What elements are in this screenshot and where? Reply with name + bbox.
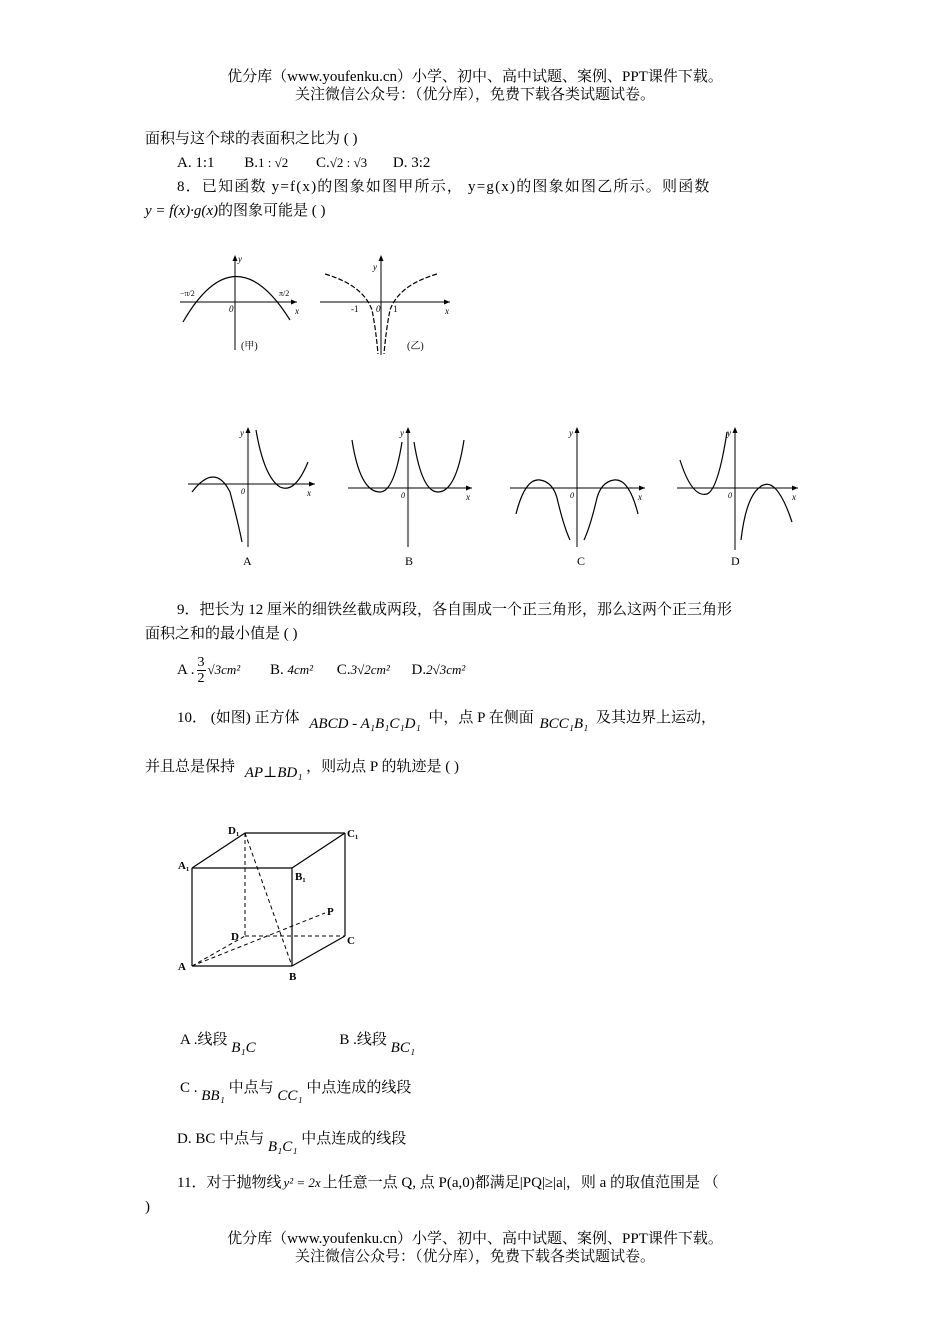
q10-text-c: 及其边界上运动，: [595, 710, 716, 726]
edge-b1-c1: [292, 833, 345, 868]
jia-pi-half: π/2: [279, 289, 290, 298]
q7-options: [177, 153, 430, 173]
yi-origin: 0: [376, 304, 381, 314]
c-curve-right: [584, 480, 638, 540]
q10-text-a: 10． (如图) 正方体: [177, 710, 300, 726]
jia-neg-pi-half: −π/2: [180, 289, 195, 298]
q10-option-c-mid: 中点与: [228, 1080, 274, 1096]
yi-x-label: x: [445, 306, 449, 316]
label-a1: A₁: [178, 860, 190, 872]
choice-d-graph: [677, 427, 798, 568]
jia-y-label: y: [238, 254, 242, 264]
q8-choice-graphs: [180, 422, 805, 572]
q8-text-line2: [145, 201, 326, 221]
q9-option-a-fraction: [197, 655, 206, 686]
c-origin: 0: [570, 491, 574, 500]
q11-text-a: 11．对于抛物线: [177, 1175, 282, 1191]
choice-b-graph: [348, 427, 472, 568]
q7-option-a: A. 1:1: [177, 155, 215, 171]
yi-neg-one: -1: [351, 304, 359, 314]
yi-y-arrow-icon: [379, 255, 384, 261]
jia-x-arrow-icon: [291, 300, 297, 305]
label-b: B: [289, 971, 297, 983]
d-curve-left: [680, 432, 727, 494]
diagonal-d1-b: [245, 833, 292, 966]
b-origin: 0: [401, 491, 405, 500]
q10-option-a-prefix: A .线段: [180, 1032, 228, 1048]
q10-option-b-prefix: B .线段: [339, 1032, 387, 1048]
q9-option-b-prefix: B.: [269, 662, 284, 678]
q10-options-ab: [180, 1025, 415, 1063]
jia-y-arrow-icon: [233, 255, 238, 261]
q10-text-line2: [145, 752, 459, 788]
q9-option-a-num: 3: [197, 655, 205, 671]
b-curve-left: [352, 440, 402, 492]
q10-cube-name: ABCD - A₁B₁C₁D₁: [309, 716, 421, 732]
b-x-label: x: [466, 492, 470, 502]
q9-option-c-prefix: C.: [336, 662, 351, 678]
edge-b-c: [292, 936, 345, 966]
label-d1: D₁: [228, 825, 240, 837]
label-d: D: [231, 931, 239, 943]
q10-text-line1: [177, 703, 716, 739]
q7-option-c-prefix: C.: [316, 155, 330, 171]
yi-curve-left: [325, 274, 378, 354]
yi-x-arrow-icon: [444, 300, 450, 305]
d-choice-label: D: [731, 554, 740, 568]
q9-option-b-math: 4cm²: [287, 662, 314, 677]
q8-given-graphs: [175, 250, 460, 362]
q10-option-b-math: BC₁: [390, 1040, 416, 1056]
q7-option-d: D. 3:2: [392, 155, 431, 171]
c-curve-left: [516, 480, 570, 540]
b-x-arrow-icon: [466, 486, 472, 491]
a-origin: 0: [241, 487, 245, 496]
jia-x-label: x: [295, 306, 299, 316]
b-choice-label: B: [405, 554, 414, 568]
label-p: P: [327, 906, 334, 918]
q9-option-a-prefix: A .: [177, 662, 195, 678]
q9-option-d-math: 2√3cm²: [426, 662, 466, 677]
label-a: A: [178, 961, 186, 973]
q11-text-line2: ): [145, 1199, 150, 1215]
q10-face-name: BCC₁B₁: [539, 716, 589, 732]
q10-option-d-prefix: D. BC 中点与: [177, 1131, 265, 1147]
c-y-arrow-icon: [575, 427, 580, 433]
edge-a1-d1: [192, 833, 245, 868]
q10-option-c-suffix: 中点连成的线段: [306, 1080, 412, 1096]
q10-option-c: [180, 1073, 411, 1111]
q11-formula: y² = 2x: [283, 1175, 321, 1190]
jia-curve: [183, 276, 290, 322]
q7-option-b-math: 1 : √2: [258, 155, 289, 170]
choice-c-graph: [510, 427, 645, 568]
q10-cube-figure: [175, 818, 365, 988]
yi-one: 1: [393, 304, 398, 314]
d-y-label: y: [727, 428, 731, 438]
footer-line-1: 优分库（www.youfenku.cn）小学、初中、高中试题、案例、PPT课件下载。: [227, 1231, 723, 1247]
a-y-label: y: [240, 428, 244, 438]
a-x-arrow-icon: [309, 482, 315, 487]
c-y-label: y: [569, 428, 573, 438]
d-y-arrow-icon: [733, 427, 738, 433]
q11-text-b: 上任意一点 Q, 点 P(a,0)都满足|PQ|≥|a|，则 a 的取值范围是 （: [322, 1175, 719, 1191]
q7-continuation: 面积与这个球的表面积之比为 ( ): [145, 131, 358, 147]
a-x-label: x: [307, 488, 311, 498]
q10-text-e: ，则动点 P 的轨迹是 ( ): [306, 759, 459, 775]
q9-option-c-math: 3√2cm²: [350, 662, 390, 677]
q10-condition: AP⊥BD₁: [244, 765, 303, 781]
q9-option-a-rest: √3cm²: [207, 662, 241, 677]
q10-option-d: [177, 1124, 406, 1162]
choice-a-graph: [188, 427, 315, 568]
a-y-arrow-icon: [246, 427, 251, 433]
q11-text-line1: [177, 1173, 719, 1193]
q9-options: [177, 653, 465, 687]
c-choice-label: C: [577, 554, 586, 568]
b-curve-right: [414, 440, 464, 492]
a-curve-left: [192, 477, 242, 542]
q10-text-d: 并且总是保持: [145, 759, 236, 775]
q10-option-c-math1: BB₁: [201, 1088, 225, 1104]
q10-text-b: 中，点 P 在侧面: [428, 710, 534, 726]
q8-text-line1: 8．已知函数 y=f(x)的图象如图甲所示， y=g(x)的图象如图乙所示。则函数: [177, 179, 711, 195]
q10-option-c-math2: CC₁: [277, 1088, 303, 1104]
a-choice-label: A: [243, 554, 252, 568]
a-curve-right: [256, 430, 308, 488]
q9-option-a-den: 2: [197, 671, 205, 687]
q9-text-line1: 9．把长为 12 厘米的细铁丝截成两段，各自围成一个正三角形，那么这两个正三角形: [177, 602, 733, 618]
q8-text-suffix: 的图象可能是 ( ): [218, 203, 326, 219]
q9-option-d-prefix: D.: [411, 662, 427, 678]
d-curve-right: [741, 484, 792, 540]
d-x-label: x: [792, 492, 796, 502]
yi-label: (乙): [407, 341, 424, 352]
label-b1: B₁: [295, 871, 306, 883]
q7-option-c-math: √2 : √3: [329, 155, 368, 170]
d-origin: 0: [728, 491, 732, 500]
q10-option-a-math: B₁C: [231, 1040, 256, 1056]
q10-option-d-math: B₁C₁: [267, 1139, 298, 1155]
q8-formula: y = f(x)·g(x): [145, 203, 218, 219]
footer-line-2: 关注微信公众号：（优分库），免费下载各类试题试卷。: [294, 1249, 655, 1265]
q7-option-b-prefix: B.: [244, 155, 259, 171]
jia-label: (甲): [241, 341, 258, 352]
b-y-arrow-icon: [406, 427, 411, 433]
label-c: C: [347, 935, 355, 947]
header-line-2: 关注微信公众号：（优分库），免费下载各类试题试卷。: [294, 87, 655, 103]
label-c1: C₁: [347, 828, 359, 840]
graph-yi: [320, 255, 450, 355]
header-line-1: 优分库（www.youfenku.cn）小学、初中、高中试题、案例、PPT课件下载。: [227, 69, 723, 85]
jia-origin: 0: [229, 304, 234, 314]
q9-text-line2: 面积之和的最小值是 ( ): [145, 626, 298, 642]
b-y-label: y: [400, 428, 404, 438]
yi-y-label: y: [373, 262, 377, 272]
c-x-arrow-icon: [639, 486, 645, 491]
c-x-label: x: [638, 492, 642, 502]
d-x-arrow-icon: [792, 486, 798, 491]
q10-option-d-suffix: 中点连成的线段: [301, 1131, 407, 1147]
graph-jia: [180, 254, 299, 352]
q10-option-c-prefix: C .: [180, 1080, 198, 1096]
